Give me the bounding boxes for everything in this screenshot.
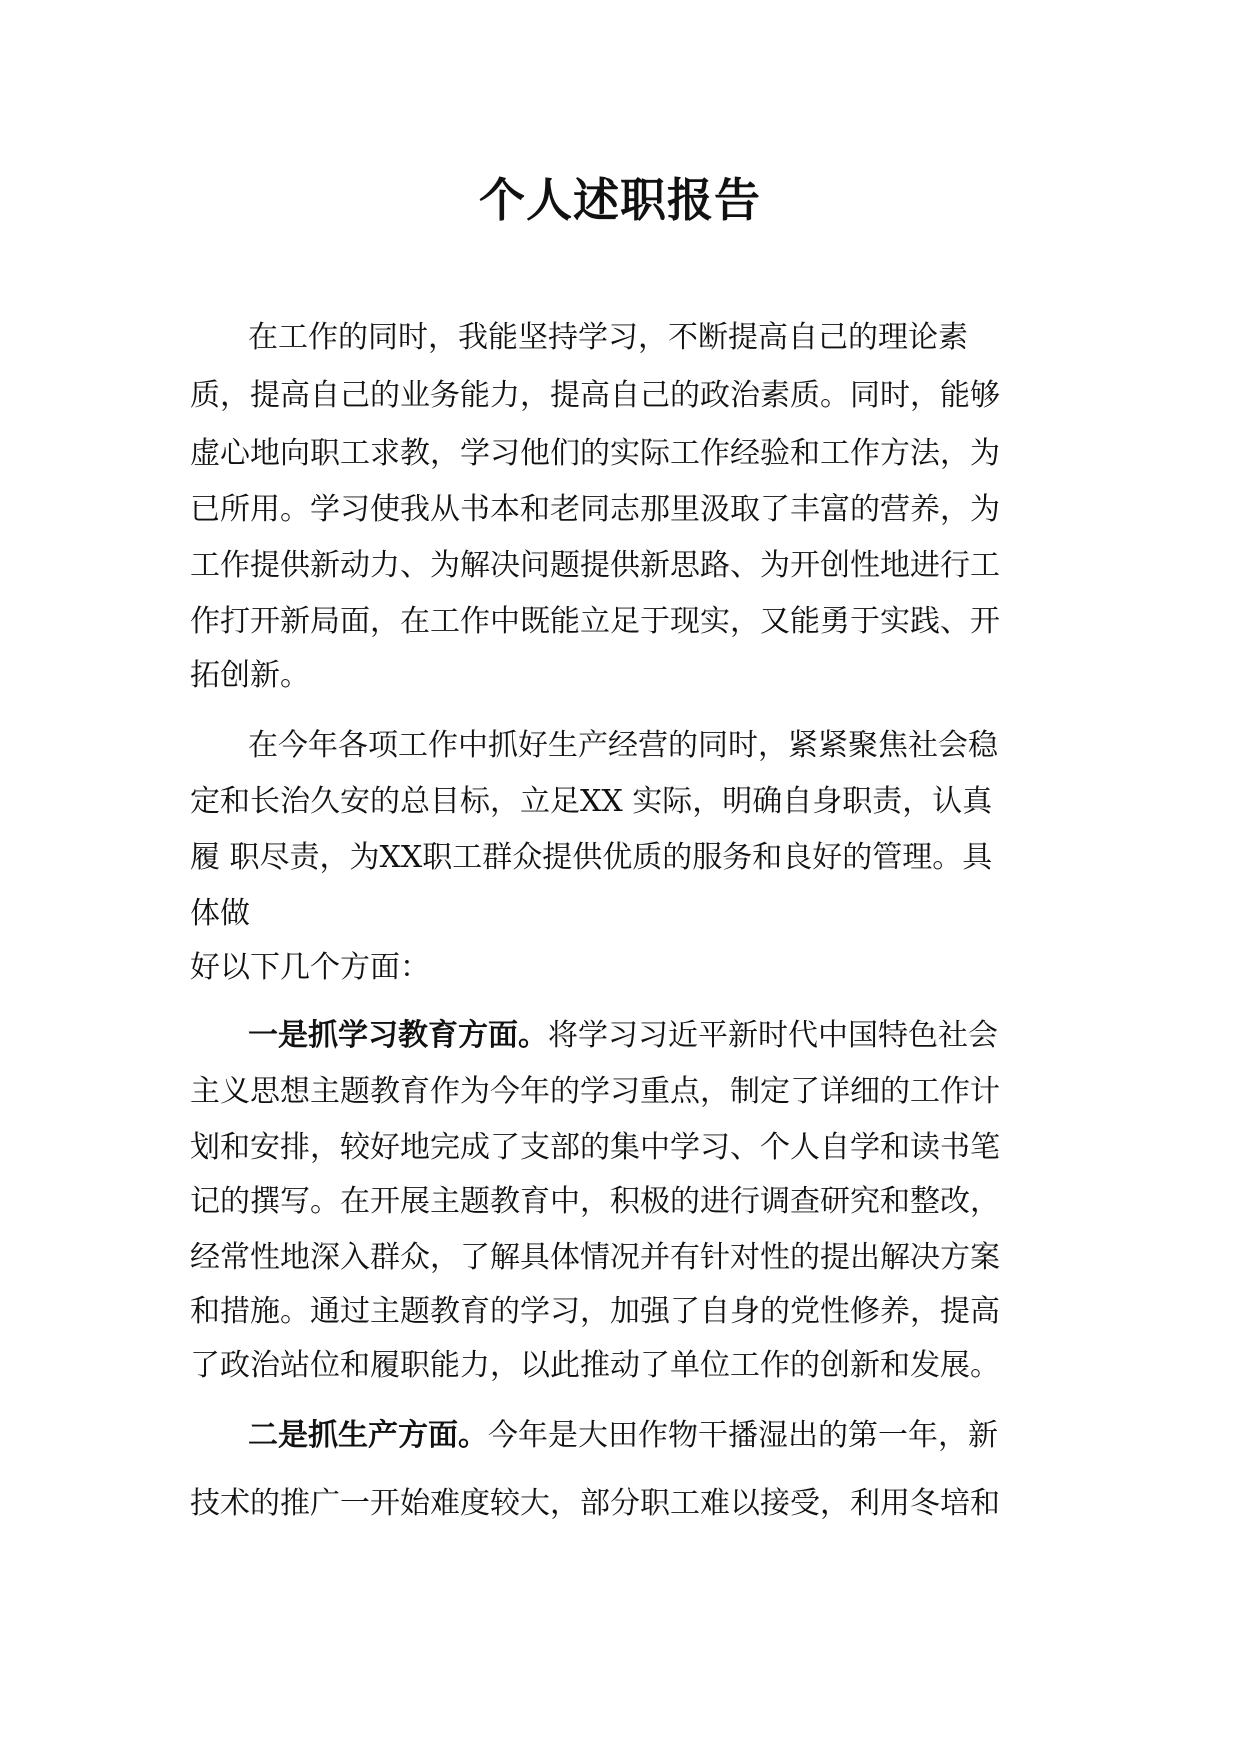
paragraph-2-line: 在今年各项工作中抓好生产经营的同时，紧紧聚焦社会稳 bbox=[248, 728, 998, 763]
paragraph-3-first-line-text: 将学习习近平新时代中国特色社会 bbox=[548, 1018, 998, 1053]
paragraph-1-line: 在工作的同时，我能坚持学习，不断提高自己的理论素 bbox=[248, 320, 968, 355]
paragraph-1-line: 作打开新局面，在工作中既能立足于现实，又能勇于实践、开 bbox=[190, 604, 1000, 639]
paragraph-2-line: 体做 bbox=[190, 896, 250, 931]
paragraph-1-line: 工作提供新动力、为解决问题提供新思路、为开创性地进行工 bbox=[190, 548, 1000, 583]
paragraph-3-line: 主义思想主题教育作为今年的学习重点，制定了详细的工作计 bbox=[190, 1074, 1000, 1109]
paragraph-2-line: 定和长治久安的总目标，立足XX 实际，明确自身职责，认真 bbox=[190, 784, 993, 819]
paragraph-4-first-line bbox=[248, 1416, 998, 1456]
paragraph-1-line: 已所用。学习使我从书本和老同志那里汲取了丰富的营养，为 bbox=[190, 492, 1000, 527]
paragraph-3-line: 记的撰写。在开展主题教育中，积极的进行调查研究和整改， bbox=[190, 1184, 1000, 1219]
paragraph-4-line: 技术的推广一开始难度较大，部分职工难以接受，利用冬培和 bbox=[190, 1486, 1000, 1521]
paragraph-1-line: 虚心地向职工求教，学习他们的实际工作经验和工作方法，为 bbox=[190, 436, 1000, 471]
paragraph-3-first-line bbox=[248, 1016, 998, 1056]
paragraph-1-line: 拓创新。 bbox=[190, 658, 310, 693]
paragraph-3-line: 经常性地深入群众，了解具体情况并有针对性的提出解决方案 bbox=[190, 1240, 1000, 1275]
paragraph-4-first-line-text: 今年是大田作物干播湿出的第一年，新 bbox=[488, 1418, 998, 1453]
paragraph-1-line: 质，提高自己的业务能力，提高自己的政治素质。同时，能够 bbox=[190, 378, 1000, 413]
paragraph-3-line: 划和安排，较好地完成了支部的集中学习、个人自学和读书笔 bbox=[190, 1130, 1000, 1165]
paragraph-3-line: 和措施。通过主题教育的学习，加强了自身的党性修养，提高 bbox=[190, 1294, 1000, 1329]
paragraph-3-line: 了政治站位和履职能力，以此推动了单位工作的创新和发展。 bbox=[190, 1348, 1000, 1383]
paragraph-4-heading: 二是抓生产方面。 bbox=[248, 1418, 488, 1453]
paragraph-3-heading: 一是抓学习教育方面。 bbox=[248, 1018, 548, 1053]
document-title: 个人述职报告 bbox=[479, 173, 761, 227]
paragraph-2-line: 履 职尽责，为XX职工群众提供优质的服务和良好的管理。具 bbox=[190, 840, 993, 875]
paragraph-2-line: 好以下几个方面： bbox=[190, 950, 430, 985]
